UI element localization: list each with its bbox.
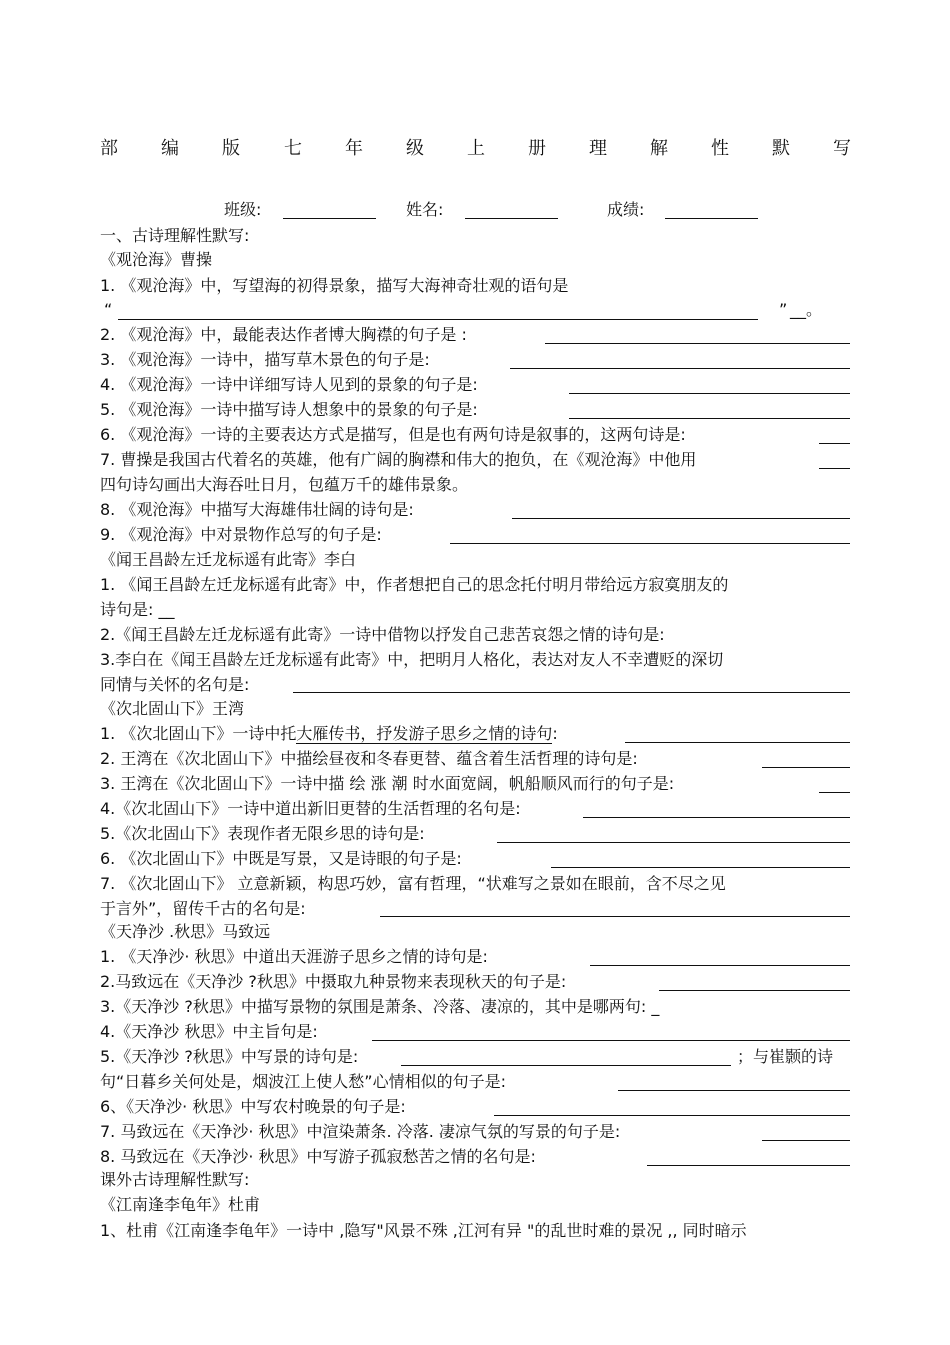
title-char: 默 [772, 138, 790, 159]
question-text-part: : [552, 724, 558, 743]
answer-blank[interactable] [380, 916, 850, 917]
question-text: 1. 《观沧海》中，写望海的初得景象，描写大海神奇壮观的语句是 [100, 276, 569, 295]
answer-blank[interactable] [625, 742, 850, 743]
score-blank[interactable] [665, 218, 758, 219]
question-text: 句“日暮乡关何处是，烟波江上使人愁”心情相似的句子是: [100, 1072, 506, 1091]
title-char: 理 [589, 138, 607, 159]
question-text: 4.《次北固山下》一诗中道出新旧更替的生活哲理的名句是: [100, 799, 521, 818]
question-text: 1、杜甫《江南逢李龟年》一诗中 ,隐写"风景不殊 ,江河有异 "的乱世时难的景况 ,, 同时暗示 [100, 1221, 747, 1240]
question-text: 4.《天净沙 秋思》中主旨句是: [100, 1022, 318, 1041]
question-text: 1. 《天净沙· 秋思》中道出天涯游子思乡之情的诗句是: [100, 947, 488, 966]
question-text: 6. 《次北固山下》中既是写景，又是诗眼的句子是: [100, 849, 462, 868]
question-text: 5. 《观沧海》一诗中描写诗人想象中的景象的句子是: [100, 400, 478, 419]
score-label: 成绩: [607, 200, 645, 219]
class-blank[interactable] [283, 218, 376, 219]
answer-blank[interactable] [510, 368, 850, 369]
title-char: 部 [100, 138, 118, 159]
quote-close: ” [779, 300, 788, 319]
question-text: 四句诗勾画出大海吞吐日月，包蕴万千的雄伟景象。 [100, 475, 469, 494]
question-text: 1. 《闻王昌龄左迁龙标遥有此寄》中，作者想把自己的思念托付明月带给远方寂寞朋友的 [100, 575, 729, 594]
answer-blank[interactable] [819, 792, 850, 793]
answer-blank[interactable] [401, 1065, 731, 1066]
title-char: 上 [467, 138, 485, 159]
answer-blank[interactable] [819, 443, 850, 444]
answer-blank[interactable] [372, 1040, 850, 1041]
title-char: 编 [161, 138, 179, 159]
title-char: 写 [833, 138, 851, 159]
answer-blank[interactable] [762, 1140, 850, 1141]
answer-blank[interactable] [497, 842, 850, 843]
title-char: 册 [528, 138, 546, 159]
question-text: 7. 马致远在《天净沙· 秋思》中渲染萧条. 冷落. 凄凉气氛的写景的句子是: [100, 1122, 621, 1141]
question-text: 7. 《次北固山下》 立意新颖，构思巧妙，富有哲理，“状难写之景如在眼前，含不尽之见 [100, 874, 726, 893]
question-text: 3. 王湾在《次北固山下》一诗中描 绘 涨 潮 时水面宽阔，帆船顺风而行的句子是: [100, 774, 675, 793]
title-char: 性 [711, 138, 729, 159]
title-char: 解 [650, 138, 668, 159]
title-char: 版 [222, 138, 240, 159]
poem-title: 《江南逢李龟年》杜甫 [100, 1195, 261, 1214]
question-text: 3.李白在《闻王昌龄左迁龙标遥有此寄》中，把明月人格化，表达对友人不幸遭贬的深切 [100, 650, 724, 669]
question-text: 2.马致远在《天净沙 ?秋思》中摄取九种景物来表现秋天的句子是: [100, 972, 567, 991]
answer-blank[interactable] [293, 692, 850, 693]
poem-title: 《天净沙 .秋思》马致远 [100, 922, 271, 941]
answer-blank[interactable] [762, 767, 850, 768]
question-text: 4. 《观沧海》一诗中详细写诗人见到的景象的句子是: [100, 375, 478, 394]
question-text [100, 724, 558, 744]
question-text: 2. 《观沧海》中，最能表达作者博大胸襟的句子是 : [100, 325, 467, 344]
section-heading: 一、古诗理解性默写: [100, 226, 250, 245]
answer-blank[interactable] [569, 393, 850, 394]
answer-blank[interactable] [590, 965, 850, 966]
question-text: 3. 《观沧海》一诗中，描写草木景色的句子是: [100, 350, 430, 369]
title-char: 级 [406, 138, 424, 159]
answer-blank[interactable] [118, 319, 758, 320]
question-text: 3.《天净沙 ?秋思》中描写景物的氛围是萧条、冷落、凄凉的，其中是哪两句: _ [100, 997, 660, 1016]
answer-blank[interactable] [545, 343, 850, 344]
question-text: 于言外”，留传千古的名句是: [100, 899, 306, 918]
question-text: 诗句是: __ [100, 600, 175, 619]
question-text: 6. 《观沧海》一诗的主要表达方式是描写，但是也有两句诗是叙事的，这两句诗是: [100, 425, 686, 444]
question-text: ；与崔颢的诗 [737, 1047, 834, 1066]
answer-blank[interactable] [450, 543, 850, 544]
class-label: 班级: [224, 200, 262, 219]
answer-blank[interactable] [618, 1090, 850, 1091]
underlined-text: 大雁传书，抒发游子思乡之情的诗句 [296, 724, 553, 743]
answer-blank[interactable] [494, 1115, 850, 1116]
answer-blank[interactable] [569, 418, 850, 419]
question-text: 同情与关怀的名句是: [100, 675, 250, 694]
name-label: 姓名: [406, 200, 444, 219]
quote-open: “ [104, 300, 113, 319]
question-text-part: 1. 《次北固山下》一诗中托 [100, 724, 297, 743]
question-text: 7. 曹操是我国古代着名的英雄，他有广阔的胸襟和伟大的抱负，在《观沧海》中他用 [100, 450, 697, 469]
question-text: 5.《次北固山下》表现作者无限乡思的诗句是: [100, 824, 425, 843]
answer-blank[interactable] [512, 518, 850, 519]
quote-end: __。 [790, 300, 823, 319]
question-text: 2. 王湾在《次北固山下》中描绘昼夜和冬春更替、蕴含着生活哲理的诗句是: [100, 749, 638, 768]
answer-blank[interactable] [819, 468, 850, 469]
poem-title: 《观沧海》曹操 [100, 250, 213, 269]
title-char: 七 [284, 138, 302, 159]
answer-blank[interactable] [551, 867, 850, 868]
poem-title: 《闻王昌龄左迁龙标遥有此寄》李白 [100, 550, 357, 569]
question-text: 9. 《观沧海》中对景物作总写的句子是: [100, 525, 382, 544]
question-text: 8. 《观沧海》中描写大海雄伟壮阔的诗句是: [100, 500, 414, 519]
answer-blank[interactable] [647, 1165, 850, 1166]
poem-title: 《次北固山下》王湾 [100, 699, 245, 718]
answer-blank[interactable] [583, 817, 850, 818]
question-text: 8. 马致远在《天净沙· 秋思》中写游子孤寂愁苦之情的名句是: [100, 1147, 536, 1166]
answer-blank[interactable] [659, 990, 850, 991]
question-text: 2.《闻王昌龄左迁龙标遥有此寄》一诗中借物以抒发自己悲苦哀怨之情的诗句是: [100, 625, 665, 644]
title-char: 年 [345, 138, 363, 159]
question-text: 5.《天净沙 ?秋思》中写景的诗句是: [100, 1047, 359, 1066]
question-text: 6、《天净沙· 秋思》中写农村晚景的句子是: [100, 1097, 406, 1116]
section-heading: 课外古诗理解性默写: [100, 1170, 250, 1189]
name-blank[interactable] [465, 218, 558, 219]
